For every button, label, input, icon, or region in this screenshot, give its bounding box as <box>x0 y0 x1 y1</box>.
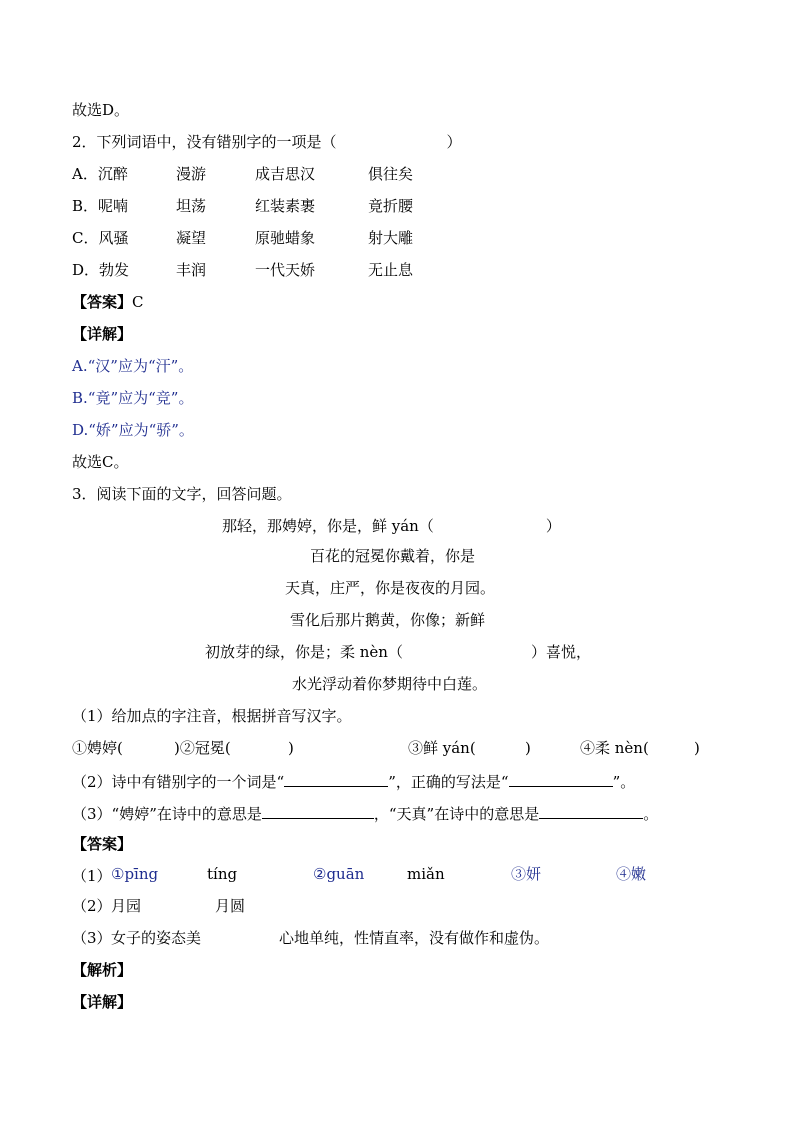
poem-line-5: 初放芽的绿，你是；柔 nèn（ ）喜悦， <box>205 643 591 661</box>
q2-answer: 【答案】C <box>72 293 144 311</box>
q3-stem: 3．阅读下面的文字，回答问题。 <box>72 485 292 503</box>
q2-detail-tag: 【详解】 <box>72 325 133 343</box>
q2-detail-b: B.“竟”应为“竞”。 <box>72 389 194 407</box>
q3-sub1: （1）给加点的字注音，根据拼音写汉字。 <box>72 707 352 725</box>
q2-stem: 2．下列词语中，没有错别字的一项是（ ） <box>72 133 462 151</box>
poem-line-2: 百花的冠冕你戴着，你是 <box>310 547 476 565</box>
poem-line-3: 天真，庄严，你是夜夜的月园。 <box>285 579 496 597</box>
q3-detail-tag: 【详解】 <box>72 993 133 1011</box>
poem-line-1: 那轻，那娉婷，你是，鲜 yán（ ） <box>222 517 561 535</box>
q2-detail-d: D.“娇”应为“骄”。 <box>72 421 194 439</box>
q3-sub2: （2）诗中有错别字的一个词是“ ”，正确的写法是“ ”。 <box>72 770 635 792</box>
q3-sub3: （3）“娉婷”在诗中的意思是 ，“天真”在诗中的意思是 。 <box>72 802 658 824</box>
q2-detail-a: A.“汉”应为“汗”。 <box>72 357 194 375</box>
poem-line-6: 水光浮动着你梦期待中白莲。 <box>292 675 488 693</box>
q3-analysis-tag: 【解析】 <box>72 961 133 979</box>
q2-conclusion: 故选C。 <box>72 453 129 471</box>
poem-line-4: 雪化后那片鹅黄，你像；新鲜 <box>290 611 486 629</box>
q1-conclusion: 故选D。 <box>72 101 130 119</box>
q3-answer-tag: 【答案】 <box>72 835 133 853</box>
